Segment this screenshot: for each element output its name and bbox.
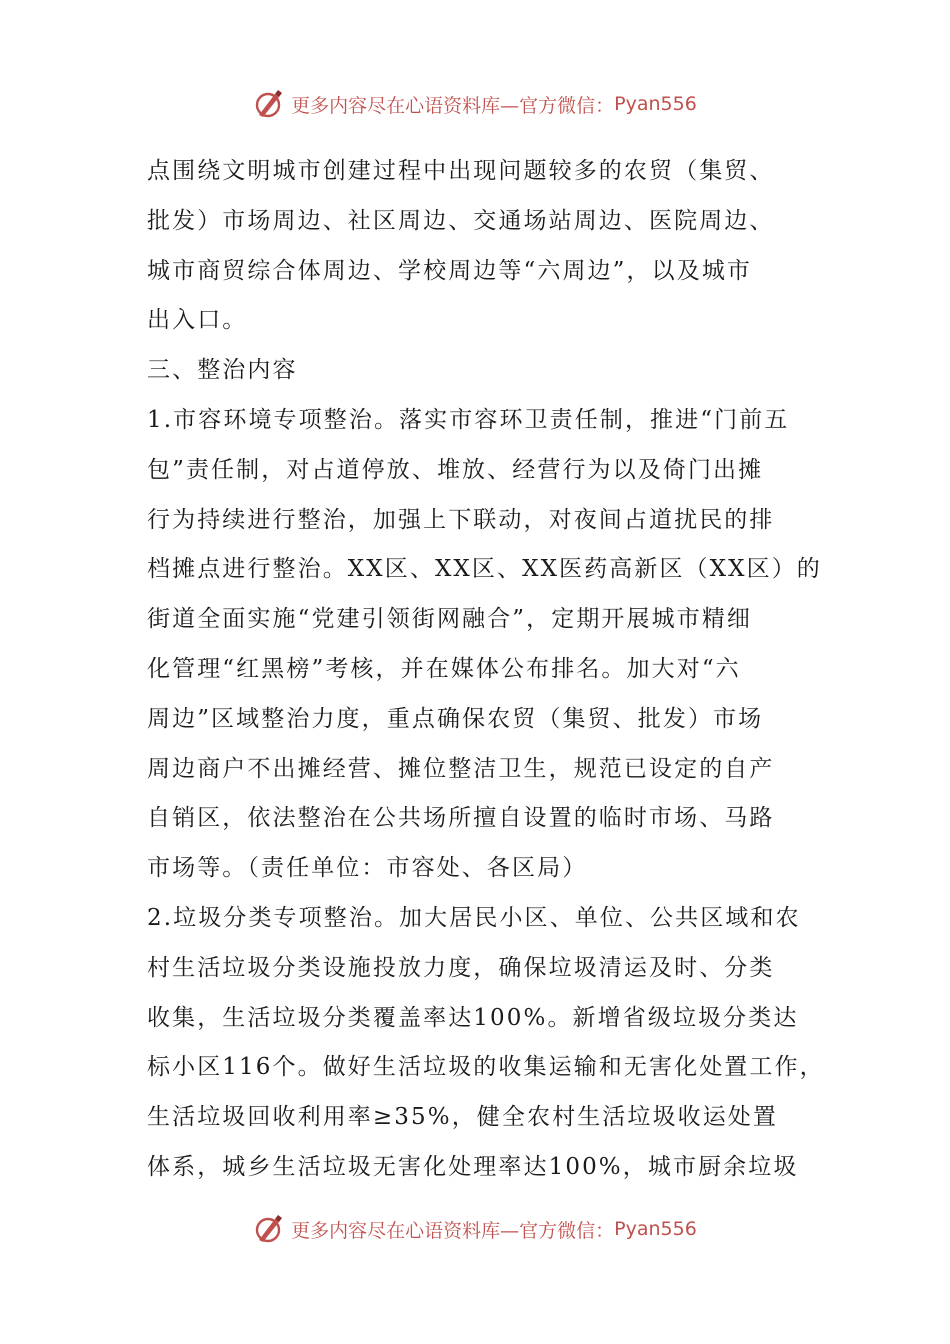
body-line: 城市商贸综合体周边、学校周边等“六周边”，以及城市 bbox=[147, 257, 753, 284]
body-line: 周边商户不出摊经营、摊位整洁卫生，规范已设定的自产 bbox=[147, 755, 775, 782]
body-line: 化管理“红黑榜”考核，并在媒体公布排名。加大对“六 bbox=[147, 655, 741, 682]
banner-text: 更多内容尽在心语资料库—官方微信： bbox=[291, 94, 615, 117]
banner-wechat-id: Pyan556 bbox=[614, 1218, 697, 1240]
body-line: 生活垃圾回收利用率≥35%，健全农村生活垃圾收运处置 bbox=[147, 1104, 778, 1131]
body-line: 周边”区域整治力度，重点确保农贸（集贸、批发）市场 bbox=[147, 705, 764, 732]
body-line: 批发）市场周边、社区周边、交通场站周边、医院周边、 bbox=[147, 207, 775, 234]
pen-logo-icon bbox=[253, 88, 285, 120]
body-line: 点围绕文明城市创建过程中出现问题较多的农贸（集贸、 bbox=[147, 158, 775, 184]
body-line: 出入口。 bbox=[147, 307, 248, 334]
body-line: 自销区，依法整治在公共场所擅自设置的临时市场、马路 bbox=[147, 805, 775, 832]
body-line: 标小区116个。做好生活垃圾的收集运输和无害化处置工作， bbox=[147, 1054, 825, 1081]
body-line: 档摊点进行整治。XX区、XX区、XX医药高新区（XX区）的 bbox=[147, 556, 822, 583]
body-line: 市场等。（责任单位：市容处、各区局） bbox=[147, 855, 588, 882]
body-line: 1.市容环境专项整治。落实市容环卫责任制，推进“门前五 bbox=[147, 406, 790, 433]
body-line: 行为持续进行整治，加强上下联动，对夜间占道扰民的排 bbox=[147, 506, 775, 533]
body-line: 收集，生活垃圾分类覆盖率达100%。新增省级垃圾分类达 bbox=[147, 1004, 799, 1031]
footer-watermark-banner bbox=[0, 1209, 950, 1249]
body-line: 包”责任制，对占道停放、堆放、经营行为以及倚门出摊 bbox=[147, 456, 764, 483]
body-line: 2.垃圾分类专项整治。加大居民小区、单位、公共区域和农 bbox=[147, 904, 801, 931]
document-body bbox=[147, 147, 825, 1193]
body-line: 村生活垃圾分类设施投放力度，确保垃圾清运及时、分类 bbox=[147, 954, 775, 981]
banner-wechat-id: Pyan556 bbox=[614, 93, 697, 115]
banner-text: 更多内容尽在心语资料库—官方微信： bbox=[291, 1219, 615, 1242]
section-heading: 三、整治内容 bbox=[147, 357, 298, 384]
pen-logo-icon bbox=[253, 1213, 285, 1245]
body-line: 体系，城乡生活垃圾无害化处理率达100%，城市厨余垃圾 bbox=[147, 1153, 799, 1180]
body-line: 街道全面实施“党建引领街网融合”，定期开展城市精细 bbox=[147, 606, 753, 633]
header-watermark-banner bbox=[0, 84, 950, 124]
